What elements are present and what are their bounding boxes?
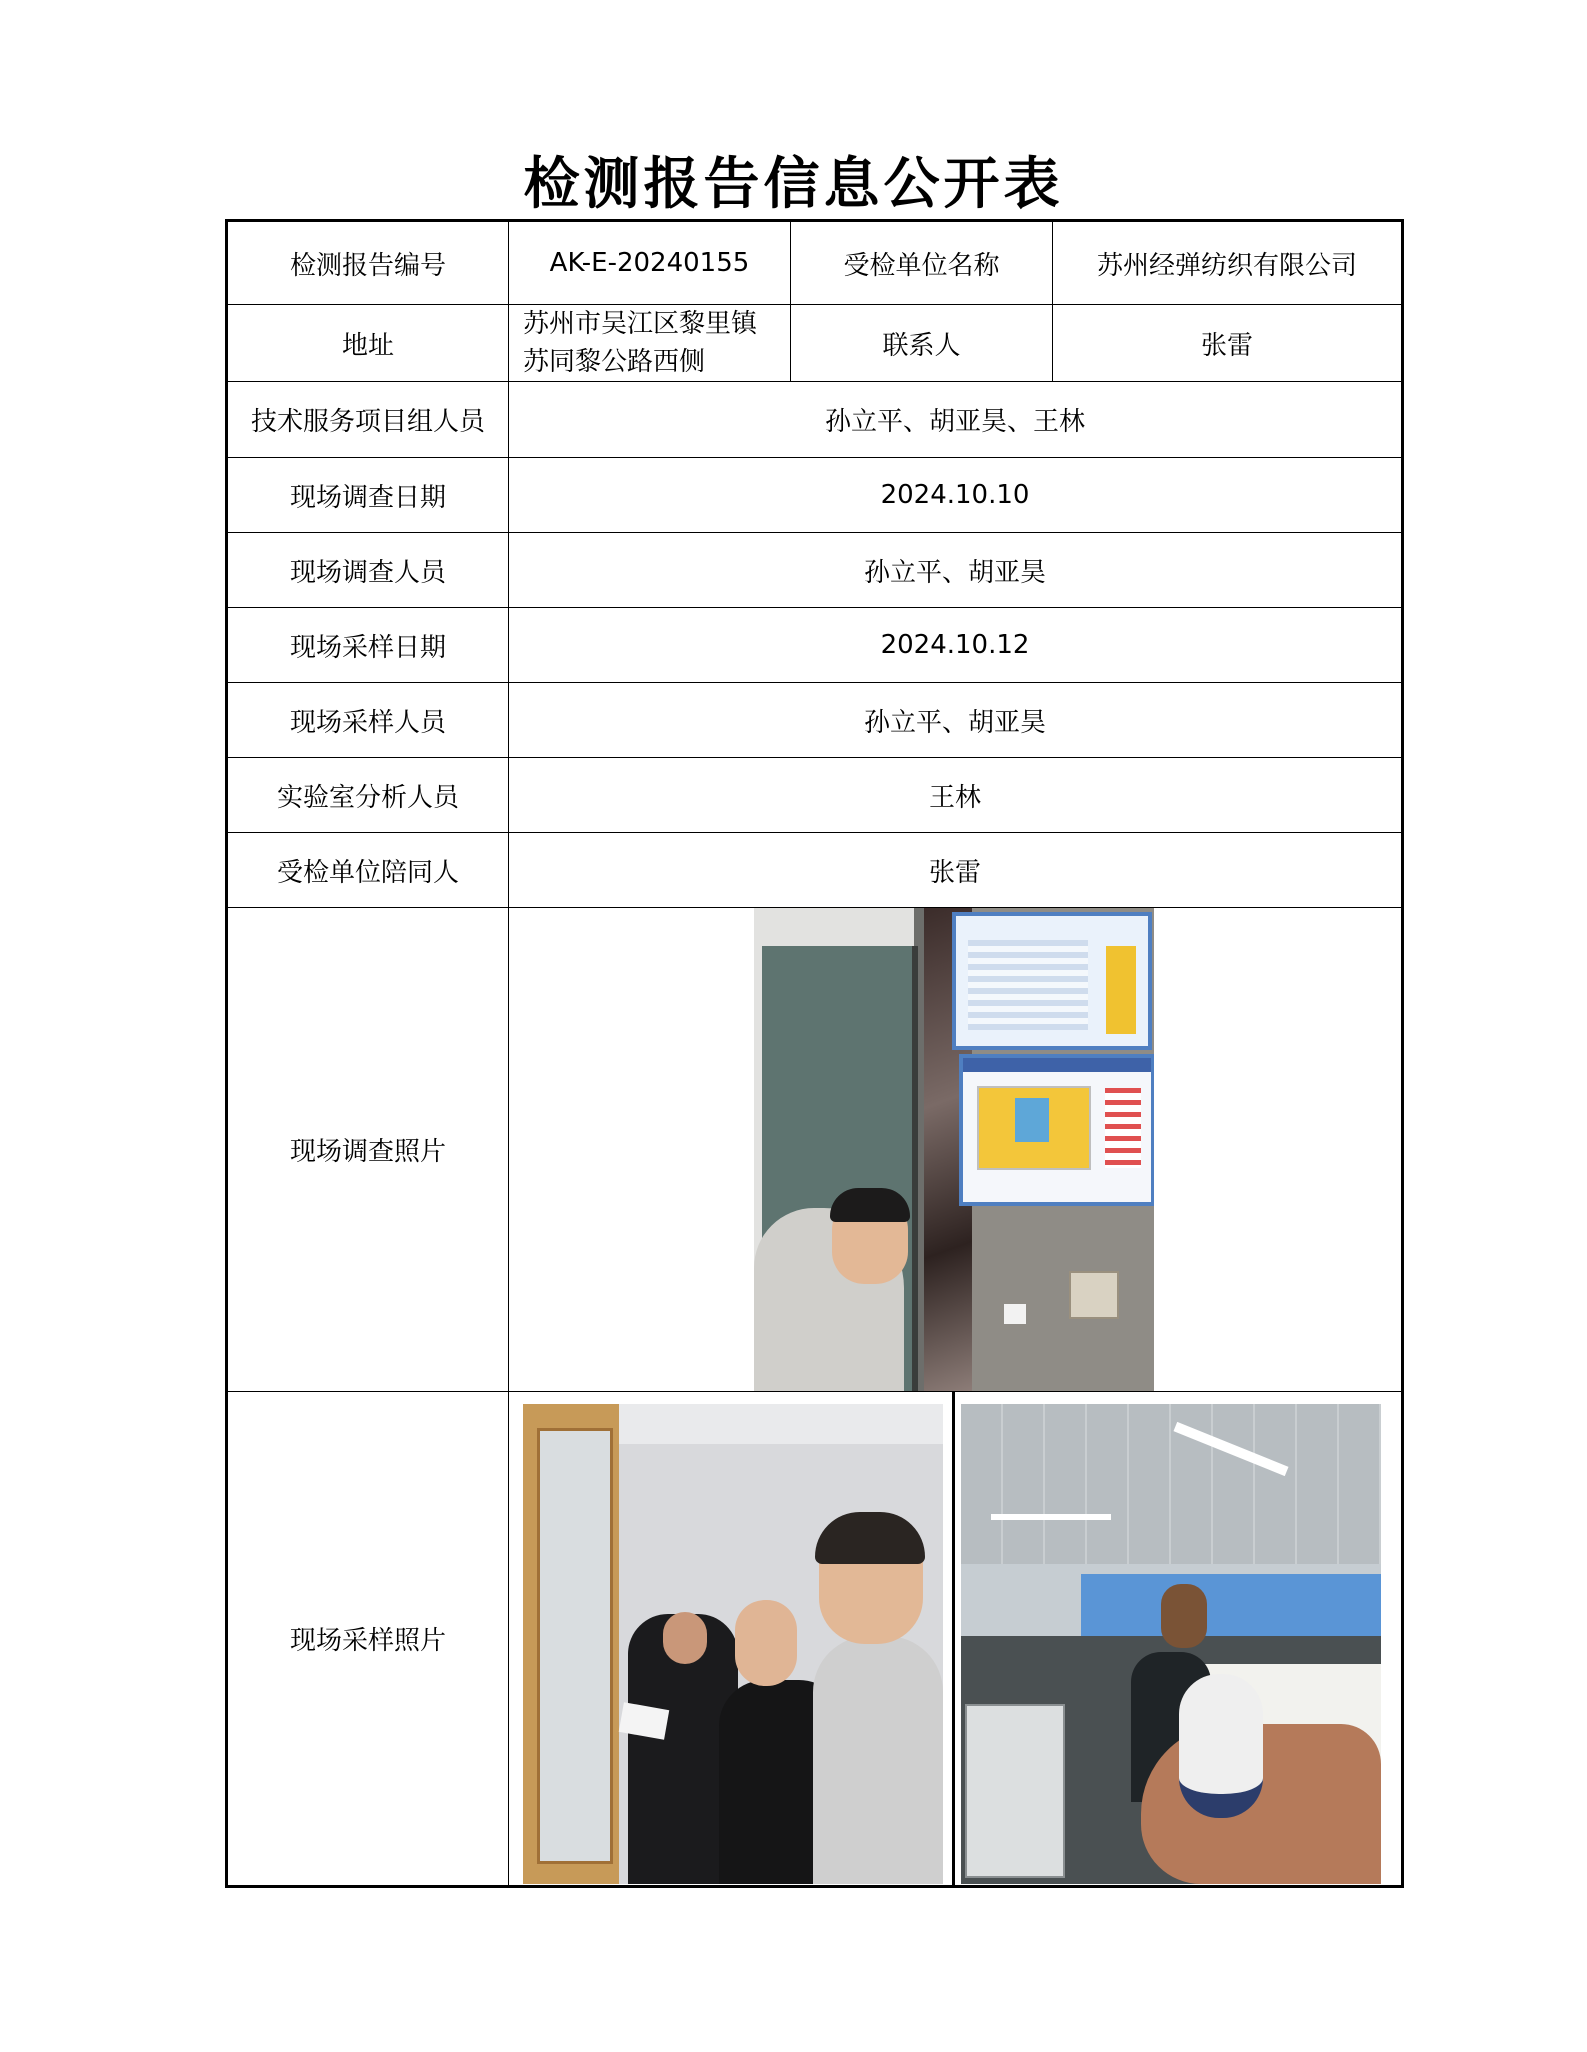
survey-photo	[754, 908, 1154, 1392]
row-value: 孙立平、胡亚昊	[509, 683, 1403, 758]
survey-photo-cell	[509, 908, 1403, 1392]
address-line-2: 苏同黎公路西侧	[523, 347, 706, 377]
table-row	[227, 305, 1403, 382]
row-value: 2024.10.10	[509, 458, 1403, 533]
unit-label: 受检单位名称	[791, 221, 1053, 305]
table-row	[227, 382, 1403, 458]
row-value: 孙立平、胡亚昊	[509, 533, 1403, 608]
report-no-label: 检测报告编号	[227, 221, 509, 305]
row-label: 现场采样人员	[227, 683, 509, 758]
table-row	[227, 1392, 1403, 1887]
contact-label: 联系人	[791, 305, 1053, 382]
notice-board-image	[952, 912, 1152, 1050]
report-no-value: AK-E-20240155	[509, 221, 791, 305]
row-value: 王林	[509, 758, 1403, 833]
row-label: 技术服务项目组人员	[227, 382, 509, 458]
row-label: 现场调查日期	[227, 458, 509, 533]
row-label: 实验室分析人员	[227, 758, 509, 833]
address-line-1: 苏州市吴江区黎里镇	[523, 309, 758, 339]
row-value: 2024.10.12	[509, 608, 1403, 683]
address-label: 地址	[227, 305, 509, 382]
table-row	[227, 533, 1403, 608]
report-table	[225, 219, 1404, 1888]
row-value: 张雷	[509, 833, 1403, 908]
address-value	[509, 305, 791, 382]
photo-divider	[952, 1392, 955, 1887]
table-row	[227, 221, 1403, 305]
page-title: 检测报告信息公开表	[523, 151, 1064, 217]
table-row	[227, 908, 1403, 1392]
evacuation-map-image	[959, 1054, 1154, 1206]
table-row	[227, 833, 1403, 908]
row-label: 现场采样日期	[227, 608, 509, 683]
contact-value: 张雷	[1053, 305, 1403, 382]
row-label: 现场调查人员	[227, 533, 509, 608]
unit-value: 苏州经弹纺织有限公司	[1053, 221, 1403, 305]
sampling-photo-label: 现场采样照片	[227, 1392, 509, 1887]
survey-photo-label: 现场调查照片	[227, 908, 509, 1392]
sampling-photo-2	[961, 1404, 1381, 1884]
table-row	[227, 458, 1403, 533]
row-label: 受检单位陪同人	[227, 833, 509, 908]
sampling-photo-cell	[509, 1392, 1403, 1887]
row-value: 孙立平、胡亚昊、王林	[509, 382, 1403, 458]
table-row	[227, 683, 1403, 758]
sampling-photo-1	[523, 1404, 943, 1884]
table-row	[227, 758, 1403, 833]
table-row	[227, 608, 1403, 683]
